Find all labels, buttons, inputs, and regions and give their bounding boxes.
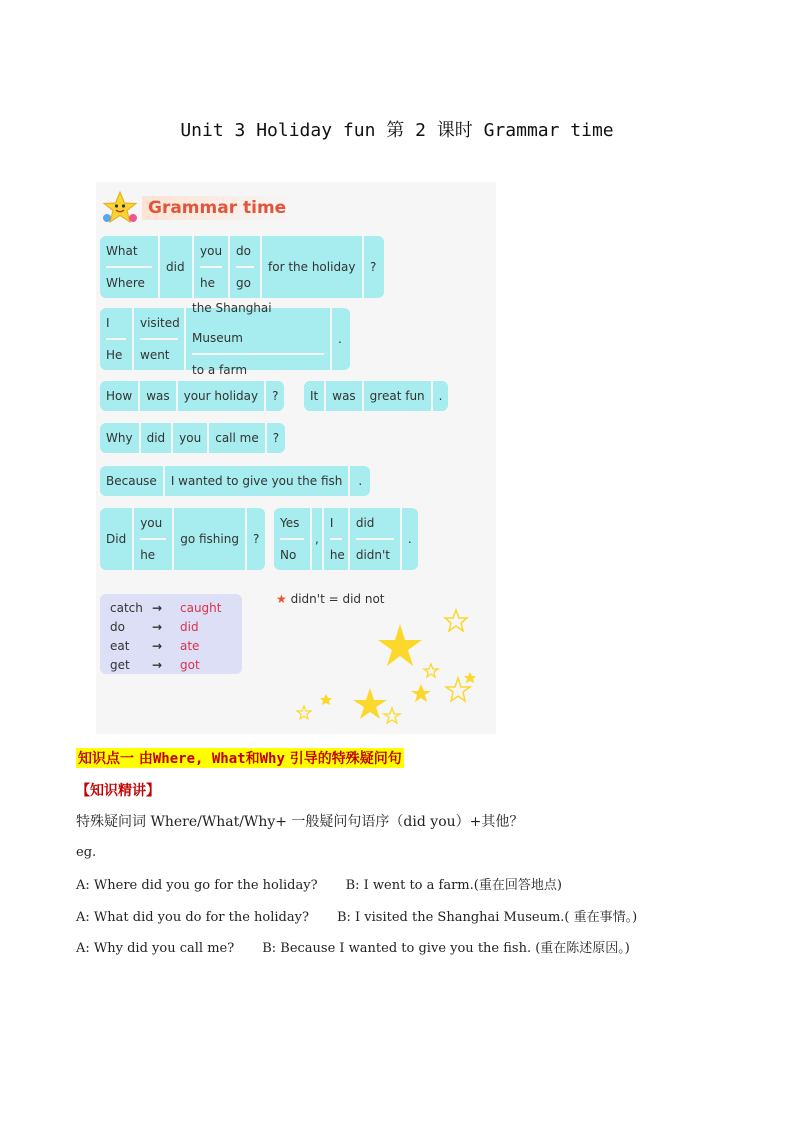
statement-table [100, 301, 350, 377]
kp-and: 和 [245, 751, 260, 767]
word-what: What [106, 244, 138, 258]
kp-why: Why [259, 751, 285, 767]
word-no: No [280, 538, 304, 570]
kp-rest: 引导的特殊疑问句 [284, 751, 402, 767]
word-go: go [236, 266, 254, 298]
mark-period: . [407, 532, 412, 546]
phrase-call-me: call me [215, 431, 259, 445]
kp-label: 知识点一 由 [78, 751, 153, 767]
page-title: Unit 3 Holiday fun 第 2 课时 Grammar time [180, 120, 614, 141]
verb-past: caught [180, 600, 222, 615]
arrow-right-icon: → [152, 600, 163, 615]
star-bullet-icon: ★ [276, 592, 287, 606]
verb-base: do [110, 619, 125, 634]
example-question: A: Why did you call me? [76, 941, 235, 956]
word-you: you [179, 431, 202, 445]
question-table-what-where [100, 236, 384, 298]
sentence-how [100, 381, 284, 411]
phrase-great-fun: great fun [369, 389, 425, 403]
word-he: he [330, 538, 342, 570]
mark-period: . [438, 389, 443, 403]
kp-where-what: Where, What [152, 751, 246, 767]
mark-comma: , [315, 532, 319, 546]
mark-question: ? [252, 532, 260, 546]
word-you: you [140, 516, 163, 530]
example-answer: B: I went to a farm.(重在回答地点) [345, 878, 562, 893]
phrase-give-you-the-fish: I wanted to give you the fish [170, 474, 343, 488]
verb-row [110, 598, 232, 617]
word-was: was [146, 389, 170, 403]
word-he: he [200, 266, 222, 298]
word-you: you [200, 244, 223, 258]
word-didnt: didn't [356, 538, 394, 570]
decorative-stars-icon [286, 602, 486, 732]
word-went: went [140, 338, 178, 370]
past-tense-verb-list [100, 594, 242, 674]
phrase-go-fishing: go fishing [180, 532, 239, 546]
verb-row [110, 636, 232, 655]
phrase-to-a-farm: to a farm [192, 353, 324, 385]
verb-past: got [180, 657, 200, 672]
word-how: How [106, 389, 133, 403]
mark-question: ? [370, 260, 377, 274]
mark-question: ? [272, 431, 280, 445]
word-he: He [106, 338, 126, 370]
word-i: I [106, 316, 110, 330]
example-line [76, 937, 630, 956]
answer-table [274, 508, 418, 570]
word-where: Where [106, 266, 152, 298]
sentence-why [100, 423, 285, 453]
section-heading: 【知识精讲】 [76, 783, 160, 799]
verb-row [110, 617, 232, 636]
word-because: Because [106, 474, 157, 488]
arrow-right-icon: → [152, 657, 163, 672]
star-mascot-icon [102, 190, 138, 226]
verb-past: did [180, 619, 199, 634]
word-did: did [166, 260, 185, 274]
sentence-it [304, 381, 448, 411]
question-table-did [100, 508, 265, 570]
note-text: didn't = did not [290, 592, 385, 606]
mark-question: ? [272, 389, 279, 403]
eg-label: eg. [76, 845, 97, 860]
mark-period: . [338, 332, 342, 346]
grammar-time-figure [96, 182, 496, 734]
example-line [76, 906, 637, 925]
word-did: Did [106, 532, 127, 546]
word-do: do [236, 244, 251, 258]
word-it: It [310, 389, 319, 403]
sentence-because [100, 466, 370, 496]
phrase-for-the-holiday: for the holiday [268, 260, 356, 274]
phrase-shanghai-museum: the Shanghai Museum [192, 301, 272, 345]
example-answer: B: Because I wanted to give you the fish. (重在陈述原因。) [262, 941, 630, 956]
example-question: A: Where did you go for the holiday? [76, 878, 318, 893]
grammar-time-label: Grammar time [142, 196, 292, 220]
grammar-time-header [102, 188, 292, 228]
rule-text: 特殊疑问词 Where/What/Why+ 一般疑问句语序（did you）+其他？ [76, 814, 524, 830]
word-he: he [140, 538, 166, 570]
word-i: I [329, 516, 334, 530]
verb-row [110, 655, 232, 674]
word-did: did [355, 516, 375, 530]
word-was: was [332, 389, 356, 403]
word-yes: Yes [280, 516, 300, 530]
verb-base: eat [110, 638, 130, 653]
verb-past: ate [180, 638, 200, 653]
mark-period: . [358, 474, 363, 488]
verb-base: catch [110, 600, 143, 615]
knowledge-point-heading [76, 748, 404, 768]
phrase-your-holiday: your holiday [183, 389, 259, 403]
word-visited: visited [140, 316, 180, 330]
word-why: Why [106, 431, 133, 445]
word-did: did [146, 431, 166, 445]
arrow-right-icon: → [152, 619, 163, 634]
example-line [76, 874, 562, 893]
example-answer: B: I visited the Shanghai Museum.( 重在事情。) [336, 910, 638, 925]
arrow-right-icon: → [152, 638, 163, 653]
verb-base: get [110, 657, 130, 672]
example-question: A: What did you do for the holiday? [76, 910, 309, 925]
